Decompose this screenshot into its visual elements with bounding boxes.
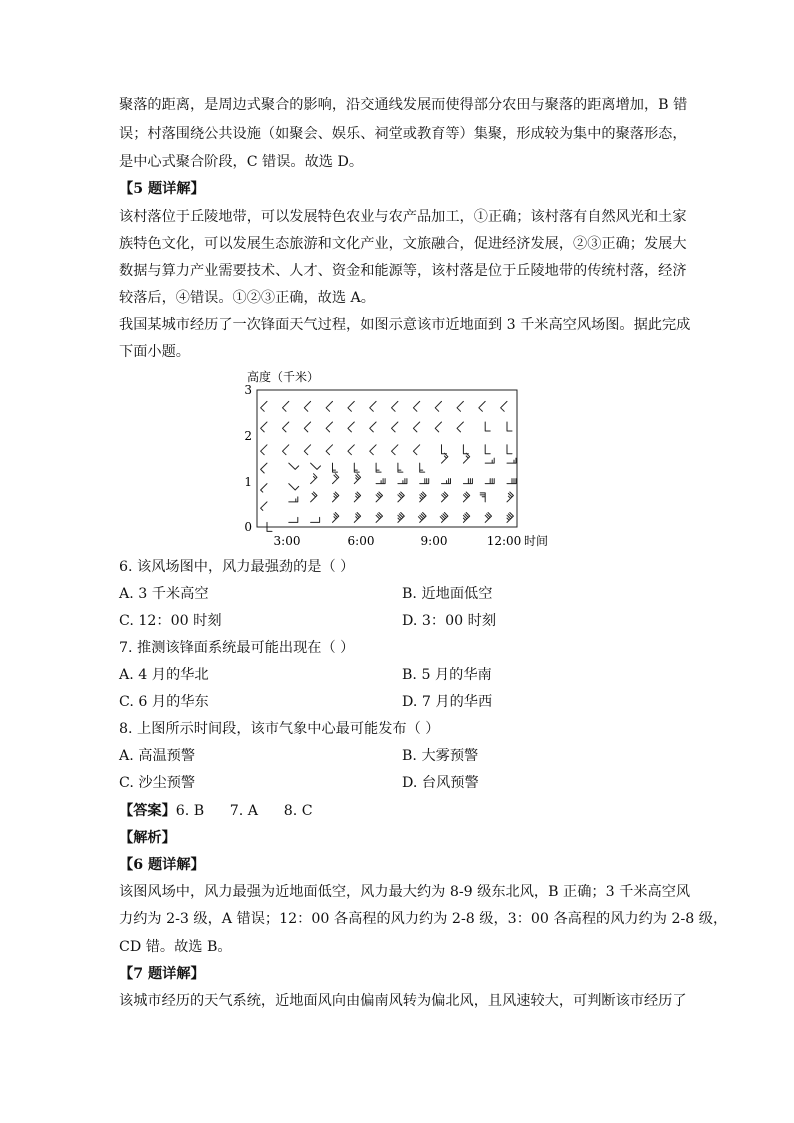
wind-barb — [354, 492, 360, 502]
wind-barb — [435, 422, 441, 432]
question-7-stem: 7. 推测该锋面系统最可能出现在（ ） — [119, 640, 355, 656]
wind-barb — [289, 497, 298, 502]
y-tick-label: 1 — [244, 475, 252, 489]
wind-barb — [398, 492, 404, 502]
question-8-option-d: D. 台风预警 — [402, 775, 479, 791]
wind-barb — [333, 513, 339, 523]
wind-barb — [348, 445, 354, 455]
wind-barb — [376, 479, 385, 484]
wind-barb — [463, 445, 468, 454]
wind-barb — [435, 401, 441, 411]
wind-barb — [398, 479, 407, 484]
y-axis-label: 高度（千米） — [247, 370, 320, 384]
wind-barb — [507, 479, 516, 484]
text-line: 力约为 2-3 级，A 错误；12：00 各高程的风力约为 2-8 级，3：00 各高程的风力约为 2-8 级， — [119, 911, 728, 927]
x-tick-label: 6:00 — [347, 534, 375, 548]
q6-heading: 【6 题详解】 — [119, 857, 205, 873]
wind-barb — [261, 463, 267, 473]
wind-barb — [442, 479, 451, 484]
wind-barb — [261, 484, 267, 493]
answer-item: 7. A — [229, 803, 259, 819]
wind-barb — [333, 474, 339, 484]
wind-barb — [376, 463, 381, 472]
question-6-stem: 6. 该风场图中，风力最强劲的是（ ） — [119, 559, 355, 575]
wind-barb — [283, 422, 289, 432]
question-8-stem: 8. 上图所示时间段，该市气象中心最可能发布（ ） — [119, 721, 440, 737]
wind-barb — [326, 422, 332, 432]
wind-barb — [304, 445, 310, 455]
wind-barb — [480, 493, 485, 502]
wind-barb — [440, 513, 448, 523]
text-line: 误；村落围绕公共设施（如聚会、娱乐、祠堂或教育等）集聚，形成较为集中的聚落形态， — [119, 126, 687, 142]
text-line: 聚落的距离，是周边式聚合的影响，沿交通线发展而使得部分农田与聚落的距离增加，B 错 — [119, 97, 688, 113]
answer-label: 【答案】 — [119, 803, 176, 819]
question-8-option-c: C. 沙尘预警 — [119, 775, 196, 791]
wind-barb — [289, 484, 299, 490]
wind-barb — [376, 492, 382, 502]
intro-line: 我国某城市经历了一次锋面天气过程，如图示意该市近地面到 3 千米高空风场图。据此完成 — [119, 317, 691, 333]
question-6-option-a: A. 3 千米高空 — [119, 586, 209, 602]
wind-barb — [370, 422, 376, 432]
wind-barb — [420, 492, 426, 502]
analysis-heading: 【解析】 — [119, 830, 176, 846]
text-line: 是中心式聚合阶段，C 错误。故选 D。 — [119, 154, 364, 170]
question-6-option-d: D. 3：00 时刻 — [402, 613, 497, 629]
wind-barb — [507, 422, 512, 431]
wind-barb — [398, 513, 404, 523]
wind-barb — [485, 445, 490, 454]
wind-barb — [442, 453, 448, 463]
wind-barb — [261, 401, 267, 411]
wind-barb — [261, 422, 267, 432]
wind-barb — [333, 492, 339, 502]
wind-barb — [370, 401, 376, 411]
wind-barb — [485, 513, 491, 523]
answer-item: 6. B — [175, 803, 205, 819]
question-7-option-d: D. 7 月的华西 — [402, 694, 493, 710]
wind-field-chart — [0, 0, 794, 560]
q7-heading: 【7 题详解】 — [119, 966, 205, 982]
wind-barb — [392, 422, 398, 432]
wind-barb — [442, 445, 447, 454]
wind-barb — [507, 445, 512, 454]
wind-barb — [370, 445, 376, 455]
answer-line — [119, 801, 313, 821]
wind-barb — [392, 401, 398, 411]
wind-barb — [485, 458, 494, 463]
y-tick-label: 3 — [244, 383, 252, 397]
question-6-option-b: B. 近地面低空 — [402, 586, 493, 602]
answer-item: 8. C — [283, 803, 313, 819]
plot-frame — [257, 390, 517, 527]
wind-barb — [304, 401, 310, 411]
text-line: 数据与算力产业需要技术、人才、资金和能源等，该村落是位于丘陵地带的传统村落，经济 — [119, 263, 687, 279]
wind-barb — [413, 445, 419, 455]
question-7-option-c: C. 6 月的华东 — [119, 694, 209, 710]
wind-barb — [311, 463, 321, 469]
wind-barb — [354, 463, 359, 472]
x-tick-label: 3:00 — [273, 534, 301, 548]
wind-barb — [418, 513, 426, 523]
wind-barb — [413, 422, 419, 432]
q5-heading: 【5 题详解】 — [119, 181, 205, 197]
wind-barb — [413, 401, 419, 411]
wind-barb — [326, 401, 332, 411]
wind-barb — [463, 479, 472, 484]
wind-barb — [333, 463, 338, 472]
question-8-option-b: B. 大雾预警 — [402, 748, 479, 764]
text-line: 族特色文化，可以发展生态旅游和文化产业，文旅融合，促进经济发展，②③正确；发展大 — [119, 236, 687, 252]
text-line: 该图风场中，风力最强为近地面低空，风力最大约为 8-9 级东北风，B 正确；3 千米高空风 — [119, 884, 691, 900]
wind-barb — [463, 513, 469, 523]
wind-barb — [392, 445, 398, 455]
wind-barb — [376, 513, 382, 523]
question-7-option-b: B. 5 月的华南 — [402, 667, 492, 683]
wind-barb — [457, 401, 463, 411]
wind-barb — [348, 401, 354, 411]
wind-barb — [289, 517, 298, 522]
wind-barb — [326, 445, 332, 455]
wind-barb — [283, 445, 289, 455]
wind-barb — [457, 422, 463, 432]
wind-barb — [261, 445, 267, 455]
question-8-option-a: A. 高温预警 — [119, 748, 196, 764]
question-7-option-a: A. 4 月的华北 — [119, 667, 209, 683]
text-line: 该城市经历的天气系统，近地面风向由偏南风转为偏北风，且风速较大，可判断该市经历了 — [119, 993, 687, 1009]
wind-barb — [354, 474, 360, 484]
wind-barb — [304, 422, 310, 432]
wind-barb — [311, 492, 317, 502]
wind-barb — [442, 492, 448, 502]
text-line: 较落后，④错误。①②③正确，故选 A。 — [119, 290, 375, 306]
x-tick-label: 9:00 — [420, 534, 448, 548]
text-line: CD 错。故选 B。 — [119, 939, 232, 955]
wind-barb — [398, 463, 403, 472]
wind-barb — [501, 401, 507, 411]
wind-barb — [485, 479, 494, 484]
question-6-option-c: C. 12：00 时刻 — [119, 613, 222, 629]
wind-barb — [463, 453, 469, 463]
wind-barb — [507, 458, 516, 463]
wind-barb — [354, 513, 360, 523]
wind-barb — [507, 492, 513, 502]
wind-barb — [420, 479, 429, 484]
wind-barb — [479, 401, 485, 411]
wind-barb — [348, 422, 354, 432]
x-tick-label: 12:00 — [486, 534, 522, 548]
wind-barb — [311, 474, 317, 484]
wind-barb — [261, 502, 267, 511]
wind-barb — [507, 513, 513, 523]
y-tick-label: 2 — [244, 429, 252, 443]
wind-barb — [283, 401, 289, 411]
wind-barb — [485, 422, 490, 431]
wind-barb — [311, 517, 320, 522]
y-tick-label: 0 — [244, 520, 252, 534]
wind-barb — [463, 492, 469, 502]
text-line: 该村落位于丘陵地带，可以发展特色农业与农产品加工，①正确；该村落有自然风光和土家 — [119, 209, 687, 225]
x-axis-label: 时间 — [524, 534, 549, 548]
wind-barb — [420, 463, 425, 472]
wind-barb — [289, 463, 299, 469]
intro-line: 下面小题。 — [119, 344, 190, 360]
